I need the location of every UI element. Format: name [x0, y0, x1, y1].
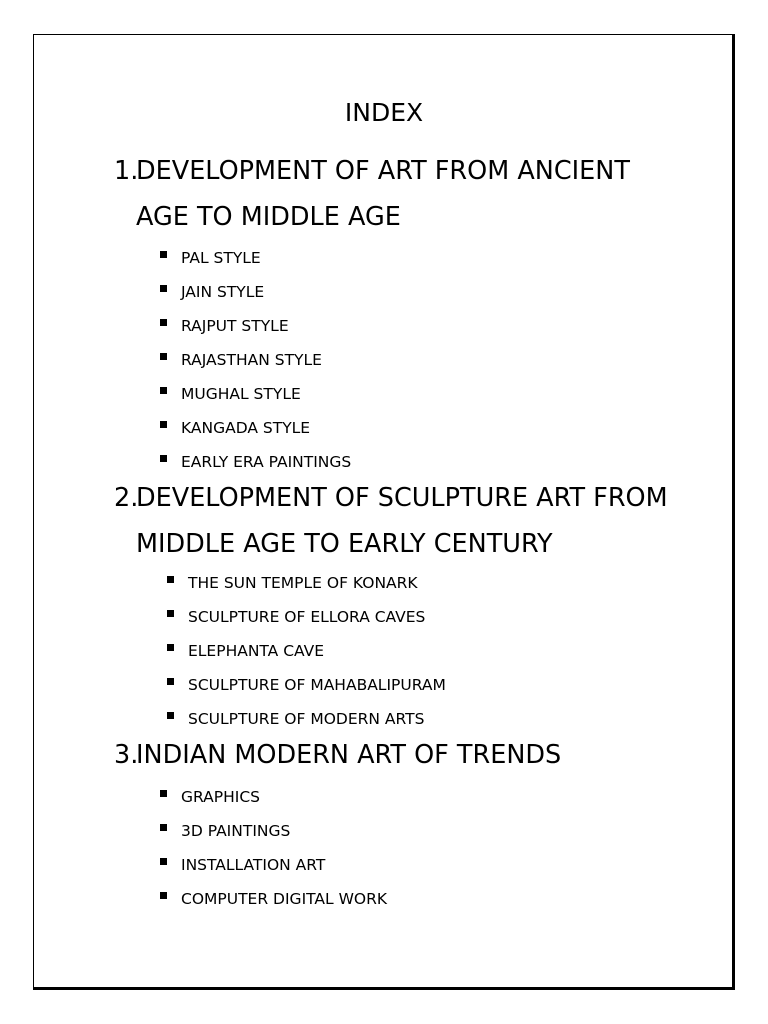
square-bullet-icon [167, 576, 174, 583]
square-bullet-icon [160, 285, 167, 292]
list-item-label: INSTALLATION ART [181, 856, 326, 874]
list-item-label: SCULPTURE OF MODERN ARTS [188, 710, 425, 728]
list-item-label: ELEPHANTA CAVE [188, 642, 325, 660]
square-bullet-icon [160, 892, 167, 899]
section-title-line1: INDIAN MODERN ART OF TRENDS [136, 740, 562, 770]
section-heading-2 [114, 475, 668, 567]
square-bullet-icon [160, 455, 167, 462]
list-item-label: MUGHAL STYLE [181, 385, 301, 403]
section-heading-3 [114, 732, 561, 778]
square-bullet-icon [167, 712, 174, 719]
section-title-line2: AGE TO MIDDLE AGE [136, 202, 401, 232]
list-item-label: GRAPHICS [181, 788, 260, 806]
square-bullet-icon [160, 319, 167, 326]
section-number: 3. [114, 740, 139, 770]
list-item-label: PAL STYLE [181, 249, 261, 267]
list-item-label: EARLY ERA PAINTINGS [181, 453, 352, 471]
square-bullet-icon [167, 678, 174, 685]
section-title-line1: DEVELOPMENT OF ART FROM ANCIENT [136, 156, 630, 186]
square-bullet-icon [160, 824, 167, 831]
page-title: INDEX [344, 98, 424, 127]
list-item-label: 3D PAINTINGS [181, 822, 291, 840]
list-item-label: THE SUN TEMPLE OF KONARK [188, 574, 418, 592]
list-item-label: SCULPTURE OF ELLORA CAVES [188, 608, 426, 626]
section-number: 2. [114, 483, 139, 513]
list-item-label: JAIN STYLE [181, 283, 265, 301]
square-bullet-icon [160, 387, 167, 394]
square-bullet-icon [160, 251, 167, 258]
square-bullet-icon [160, 858, 167, 865]
square-bullet-icon [160, 353, 167, 360]
section-title-line2: MIDDLE AGE TO EARLY CENTURY [136, 529, 553, 559]
section-number: 1. [114, 156, 139, 186]
section-heading-1 [114, 148, 630, 240]
list-item-label: SCULPTURE OF MAHABALIPURAM [188, 676, 446, 694]
list-item-label: KANGADA STYLE [181, 419, 311, 437]
square-bullet-icon [160, 421, 167, 428]
square-bullet-icon [167, 644, 174, 651]
square-bullet-icon [160, 790, 167, 797]
list-item-label: RAJPUT STYLE [181, 317, 289, 335]
square-bullet-icon [167, 610, 174, 617]
list-item-label: RAJASTHAN STYLE [181, 351, 322, 369]
list-item-label: COMPUTER DIGITAL WORK [181, 890, 388, 908]
section-title-line1: DEVELOPMENT OF SCULPTURE ART FROM [136, 483, 668, 513]
